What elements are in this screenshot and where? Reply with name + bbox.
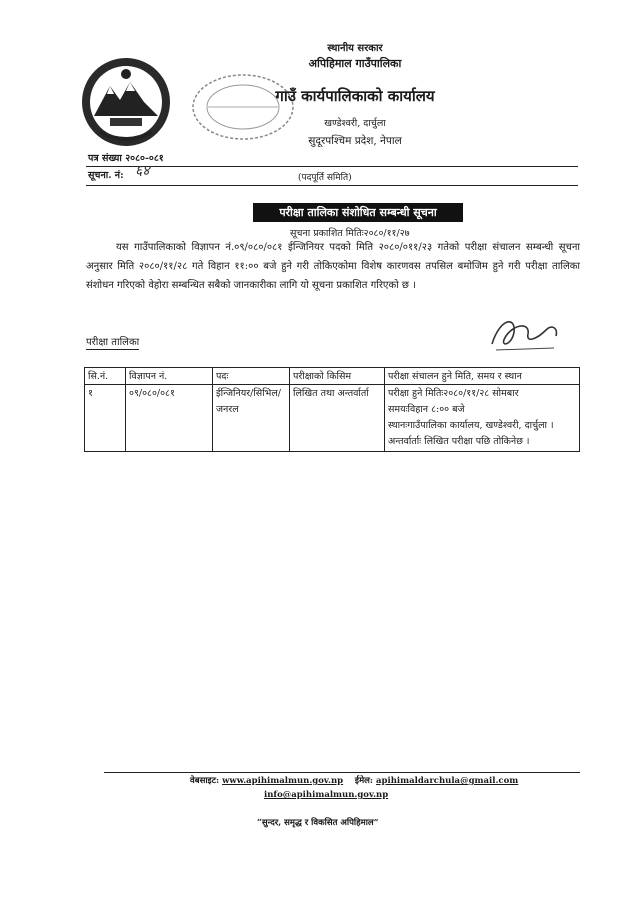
header-ad-number: विज्ञापन नं. bbox=[126, 368, 213, 385]
signature-icon bbox=[486, 308, 564, 358]
header-local-government: स्थानीय सरकार bbox=[327, 43, 383, 54]
header-schedule: परीक्षा संचालन हुने मिति, समय र स्थान bbox=[385, 368, 580, 385]
notice-title: परीक्षा तालिका संशोधित सम्बन्धी सूचना bbox=[253, 203, 463, 222]
schedule-time: समयःविहान ८:०० बजे bbox=[388, 404, 465, 415]
header-post: पदः bbox=[213, 368, 290, 385]
footer-motto: “सुन्दर, समृद्ध र विकसित अपिहिमाल” bbox=[257, 818, 379, 828]
published-date: सूचना प्रकाशित मितिः२०८०/११/२७ bbox=[290, 228, 410, 239]
table-row bbox=[85, 385, 580, 452]
footer-contact-line bbox=[190, 775, 518, 786]
letter-reference-number: पत्र संख्या २०८०-०८१ bbox=[88, 153, 164, 164]
header-location: खण्डेश्वरी, दार्चुला bbox=[324, 118, 386, 129]
email-label: ईमेल: bbox=[354, 776, 374, 786]
table-header-row bbox=[85, 368, 580, 385]
committee-name: (पदपूर्ति समिति) bbox=[298, 173, 352, 183]
cell-serial: १ bbox=[85, 385, 126, 452]
header-divider bbox=[86, 166, 578, 167]
cell-exam-type: लिखित तथा अन्तर्वार्ता bbox=[290, 385, 385, 452]
header-serial: सि.नं. bbox=[85, 368, 126, 385]
email-link-primary[interactable]: apihimaldarchula@gmail.com bbox=[376, 776, 519, 786]
schedule-table-label: परीक्षा तालिका bbox=[86, 334, 139, 350]
header-exam-type: परीक्षाको किसिम bbox=[290, 368, 385, 385]
notice-body: यस गाउँपालिकाको विज्ञापन नं.०९/०८०/०८१ ईन्जिनियर पदको मिति २०८०/०११/२३ गतेको परीक्षा संचालन सम्बन्धी सूचना अनुसार मिति २०८०/११/२८ गते विहान ११:०० बजे हुने गरी तोकिएकोमा विशेष कारणवस तपसिल बमोजिम हुने गरी परीक्षा तालिका संशोधन गरिएको वेहोरा सम्बन्धित सबैको जानकारीका लागि यो सूचना प्रकाशित गरिएको छ । bbox=[86, 242, 580, 291]
notice-number-handwritten: ६४ bbox=[135, 163, 150, 179]
cell-post: ईन्जिनियर/सिभिल/जनरल bbox=[213, 385, 290, 452]
schedule-date: परीक्षा हुने मितिः२०८०/११/२८ सोमबार bbox=[388, 388, 519, 399]
header-municipality-name: अपिहिमाल गाउँपालिका bbox=[308, 57, 402, 70]
email-link-secondary[interactable]: info@apihimalmun.gov.np bbox=[264, 790, 389, 800]
website-label: वेबसाइट: bbox=[190, 776, 220, 786]
cell-schedule bbox=[385, 385, 580, 452]
nepal-emblem-icon bbox=[80, 56, 172, 148]
header-province: सुदूरपश्चिम प्रदेश, नेपाल bbox=[308, 135, 402, 147]
website-link[interactable]: www.apihimalmun.gov.np bbox=[222, 776, 344, 786]
office-stamp-icon bbox=[188, 70, 298, 144]
notice-number-label: सूचना. नं: bbox=[88, 170, 124, 181]
schedule-venue: स्थानःगाउँपालिका कार्यालय, खण्डेश्वरी, दार्चुला । bbox=[388, 420, 554, 431]
exam-schedule-table bbox=[84, 367, 580, 452]
schedule-interview: अन्तर्वार्ताः लिखित परीक्षा पछि तोकिनेछ । bbox=[388, 436, 530, 447]
cell-ad-number: ०९/०८०/०८१ bbox=[126, 385, 213, 452]
footer-divider bbox=[104, 772, 580, 773]
reference-divider bbox=[86, 185, 578, 186]
header-office-title: गाउँ कार्यपालिकाको कार्यालय bbox=[275, 87, 435, 105]
